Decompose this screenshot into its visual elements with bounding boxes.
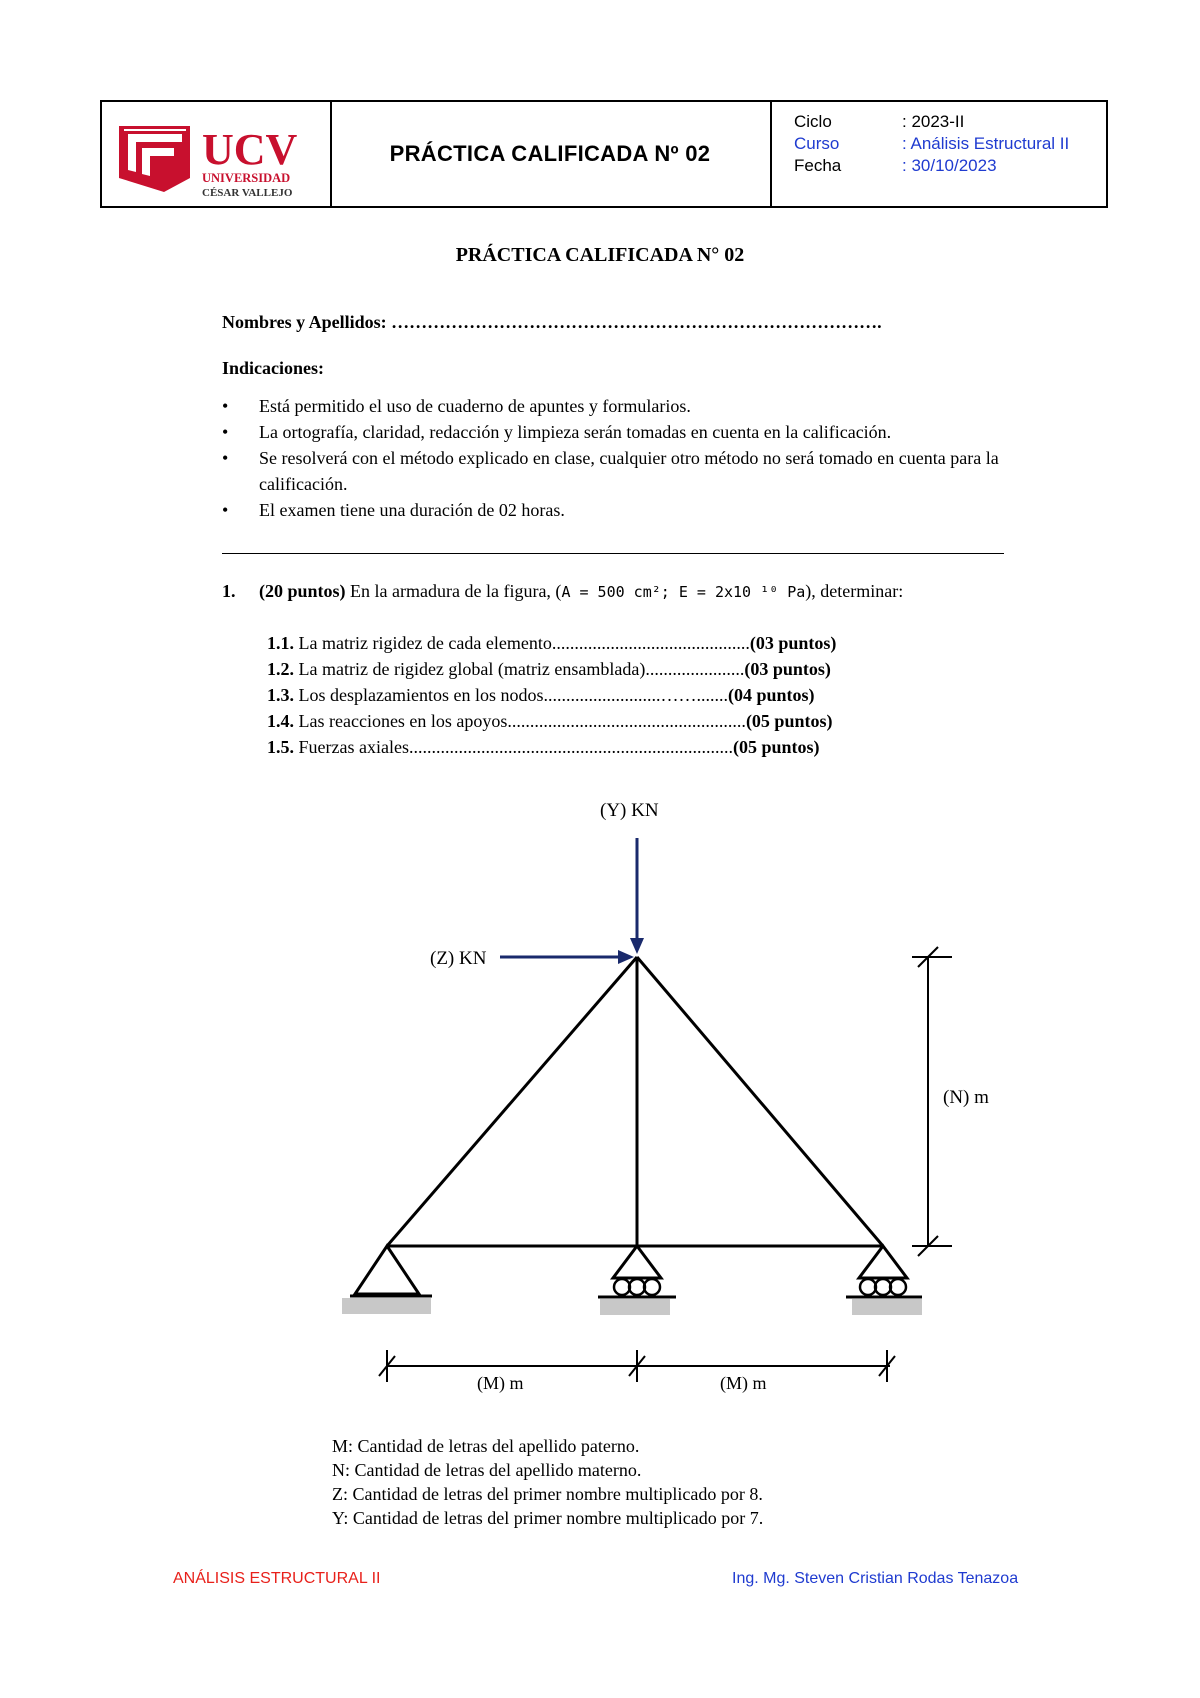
bullet: • (222, 422, 229, 442)
span-left-label: (M) m (477, 1373, 524, 1393)
meta-key: Ciclo (794, 112, 832, 131)
roller-support-icon (846, 1246, 922, 1315)
item-text: La matriz de rigidez global (matriz ensamblada)...................... (294, 659, 745, 679)
meta-value: : Análisis Estructural II (902, 134, 1070, 153)
indications-title: Indicaciones: (222, 358, 325, 378)
question-text-after: ), determinar: (805, 581, 904, 601)
meta-value: : 30/10/2023 (902, 156, 997, 175)
member-left-diagonal (387, 957, 637, 1246)
item-number: 1.3. (267, 685, 294, 705)
logo-line1: UNIVERSIDAD (202, 171, 291, 185)
item-text: Fuerzas axiales........................................................................ (294, 737, 733, 757)
pin-support-icon (342, 1246, 432, 1314)
definition-n: N: Cantidad de letras del apellido materno. (332, 1460, 642, 1480)
name-field-line: Nombres y Apellidos: ………………………………………………………………………. (222, 312, 882, 332)
question-formula: A = 500 cm²; E = 2x10 ¹⁰ Pa (561, 583, 806, 601)
item-text: Los desplazamientos en los nodos..........................……....... (294, 685, 728, 705)
header-title: PRÁCTICA CALIFICADA Nº 02 (389, 141, 711, 166)
definition-z: Z: Cantidad de letras del primer nombre multiplicado por 8. (332, 1484, 763, 1504)
bullet: • (222, 448, 229, 468)
meta-key: Curso (794, 134, 840, 153)
item-points: (05 puntos) (732, 737, 820, 757)
bullet: • (222, 500, 229, 520)
item-points: (03 puntos) (744, 659, 831, 679)
meta-value: : 2023-II (902, 112, 965, 131)
definition-y: Y: Cantidad de letras del primer nombre multiplicado por 7. (332, 1508, 764, 1528)
logo-line2: CÉSAR VALLEJO (202, 187, 293, 199)
item-points: (05 puntos) (745, 711, 833, 731)
question-number: 1. (222, 581, 236, 601)
item-text: La matriz rigidez de cada elemento............................................ (294, 633, 750, 653)
bullet: • (222, 396, 229, 416)
item-number: 1.2. (267, 659, 294, 679)
variable-definitions (332, 1434, 763, 1530)
truss-members (387, 957, 883, 1246)
footer-course: ANÁLISIS ESTRUCTURAL II (173, 1570, 381, 1587)
roller-support-icon (598, 1246, 676, 1315)
list-item-text: El examen tiene una duración de 02 horas. (259, 500, 565, 520)
height-label: (N) m (943, 1087, 989, 1108)
item-number: 1.5. (267, 737, 294, 757)
definition-m: M: Cantidad de letras del apellido paterno. (332, 1436, 640, 1456)
logo-ucv-text: UCV (202, 125, 298, 174)
load-z-label: (Z) KN (430, 948, 487, 969)
item-points: (04 puntos) (727, 685, 815, 705)
item-number: 1.1. (267, 633, 294, 653)
load-y-label: (Y) KN (600, 800, 659, 821)
member-right-diagonal (637, 957, 883, 1246)
item-text: Las reacciones en los apoyos..................................................... (294, 711, 746, 731)
list-item-text: La ortografía, claridad, redacción y limpieza serán tomadas en cuenta en la calificación. (259, 422, 892, 442)
list-item-text: Está permitido el uso de cuaderno de apuntes y formularios. (259, 396, 691, 416)
meta-key: Fecha (794, 156, 842, 175)
load-arrows (500, 838, 644, 964)
item-number: 1.4. (267, 711, 294, 731)
span-dimension (379, 1350, 895, 1382)
list-item-text: Se resolverá con el método explicado en clase, cualquier otro método no será tomado en cuenta para la calificación. (259, 448, 999, 494)
arrow-y-head-icon (630, 938, 644, 954)
span-right-label: (M) m (720, 1373, 767, 1393)
question-text-before: En la armadura de la figura, ( (345, 581, 562, 601)
question-points: (20 puntos) (259, 581, 346, 601)
document-title: PRÁCTICA CALIFICADA N° 02 (455, 244, 745, 266)
item-points: (03 puntos) (749, 633, 837, 653)
footer-author: Ing. Mg. Steven Cristian Rodas Tenazoa (732, 1570, 1019, 1587)
